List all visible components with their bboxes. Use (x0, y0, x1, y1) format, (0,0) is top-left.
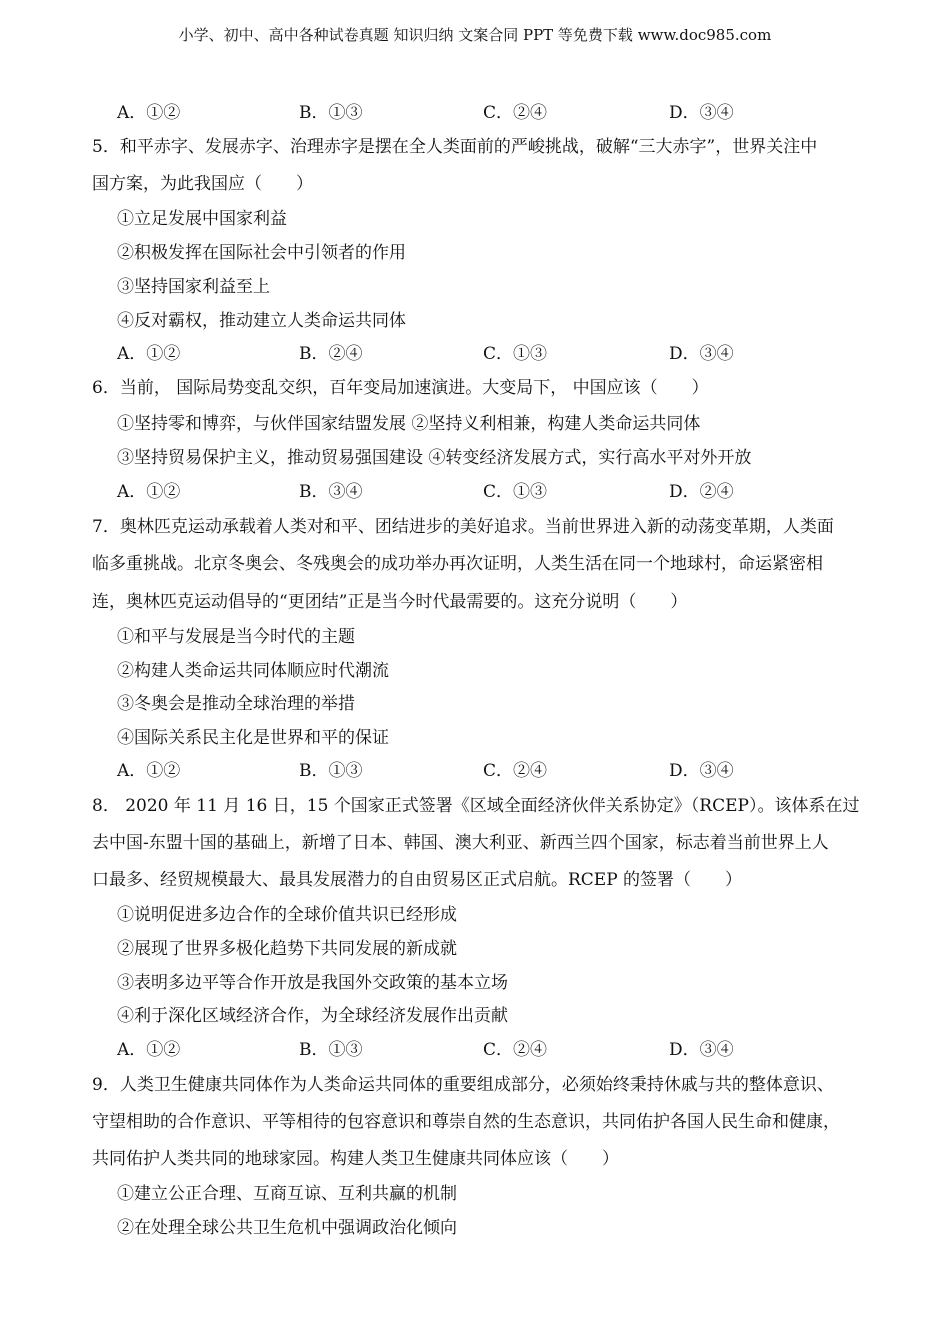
q9-stem-line: 9．人类卫生健康共同体作为人类命运共同体的重要组成部分，必须始终秉持休戚与共的整体意识、 (92, 1075, 834, 1095)
q5-stem-line: 国方案，为此我国应（ ） (92, 174, 313, 194)
q8-stem-line: 口最多、经贸规模最大、最具发展潜力的自由贸易区正式启航。RCEP 的签署（ ） (92, 870, 743, 890)
q8-stem-line: 8． 2020 年 11 月 16 日，15 个国家正式签署《区域全面经济伙伴关系协定》（RCEP）。该体系在过 (92, 796, 860, 816)
option-d: D．③④ (669, 103, 734, 123)
q5-stem-line: 5．和平赤字、发展赤字、治理赤字是摆在全人类面前的严峻挑战，破解“三大赤字”，世界关注中 (92, 137, 818, 157)
option-b: B．③④ (299, 482, 363, 502)
option-b: B．①③ (299, 761, 363, 781)
q7-item: ①和平与发展是当今时代的主题 (117, 627, 355, 647)
q7-stem-line: 临多重挑战。北京冬奥会、冬残奥会的成功举办再次证明，人类生活在同一个地球村，命运紧密相 (92, 554, 823, 574)
option-b: B．①③ (299, 103, 363, 123)
option-b: B．②④ (299, 344, 363, 364)
option-a: A．①② (117, 761, 181, 781)
option-c: C．②④ (483, 761, 548, 781)
q6-stem-line: 6．当前， 国际局势变乱交织，百年变局加速演进。大变局下， 中国应该（ ） (92, 378, 709, 398)
q8-item: ③表明多边平等合作开放是我国外交政策的基本立场 (117, 973, 508, 993)
option-d: D．③④ (669, 1040, 734, 1060)
q8-item: ④利于深化区域经济合作，为全球经济发展作出贡献 (117, 1006, 508, 1026)
option-d: D．②④ (669, 482, 734, 502)
q5-item: ②积极发挥在国际社会中引领者的作用 (117, 243, 406, 263)
q7-item: ②构建人类命运共同体顺应时代潮流 (117, 661, 389, 681)
q8-item: ②展现了世界多极化趋势下共同发展的新成就 (117, 939, 457, 959)
option-a: A．①② (117, 103, 181, 123)
q5-item: ①立足发展中国家利益 (117, 209, 287, 229)
q9-stem-line: 共同佑护人类共同的地球家园。构建人类卫生健康共同体应该（ ） (92, 1149, 619, 1169)
option-a: A．①② (117, 344, 181, 364)
q6-item: ③坚持贸易保护主义，推动贸易强国建设 ④转变经济发展方式，实行高水平对外开放 (117, 448, 752, 468)
q9-item: ①建立公正合理、互商互谅、互利共赢的机制 (117, 1184, 457, 1204)
option-a: A．①② (117, 1040, 181, 1060)
q5-item: ④反对霸权，推动建立人类命运共同体 (117, 311, 406, 331)
q8-item: ①说明促进多边合作的全球价值共识已经形成 (117, 905, 457, 925)
q7-item: ④国际关系民主化是世界和平的保证 (117, 728, 389, 748)
option-c: C．①③ (483, 482, 548, 502)
q9-item: ②在处理全球公共卫生危机中强调政治化倾向 (117, 1218, 457, 1238)
q6-item: ①坚持零和博弈，与伙伴国家结盟发展 ②坚持义利相兼，构建人类命运共同体 (117, 414, 701, 434)
option-d: D．③④ (669, 344, 734, 364)
q7-stem-line: 连，奥林匹克运动倡导的“更团结”正是当今时代最需要的。这充分说明（ ） (92, 592, 688, 612)
option-a: A．①② (117, 482, 181, 502)
option-c: C．②④ (483, 103, 548, 123)
page-header: 小学、初中、高中各种试卷真题 知识归纳 文案合同 PPT 等免费下载 www.doc985.com (178, 26, 772, 44)
q7-item: ③冬奥会是推动全球治理的举措 (117, 694, 355, 714)
option-b: B．①③ (299, 1040, 363, 1060)
option-d: D．③④ (669, 761, 734, 781)
q5-item: ③坚持国家利益至上 (117, 277, 270, 297)
option-c: C．①③ (483, 344, 548, 364)
q7-stem-line: 7．奥林匹克运动承载着人类对和平、团结进步的美好追求。当前世界进入新的动荡变革期，人类面 (92, 517, 834, 537)
option-c: C．②④ (483, 1040, 548, 1060)
q8-stem-line: 去中国-东盟十国的基础上，新增了日本、韩国、澳大利亚、新西兰四个国家，标志着当前世界上人 (92, 833, 829, 853)
q9-stem-line: 守望相助的合作意识、平等相待的包容意识和尊崇自然的生态意识，共同佑护各国人民生命和健康， (92, 1112, 840, 1132)
